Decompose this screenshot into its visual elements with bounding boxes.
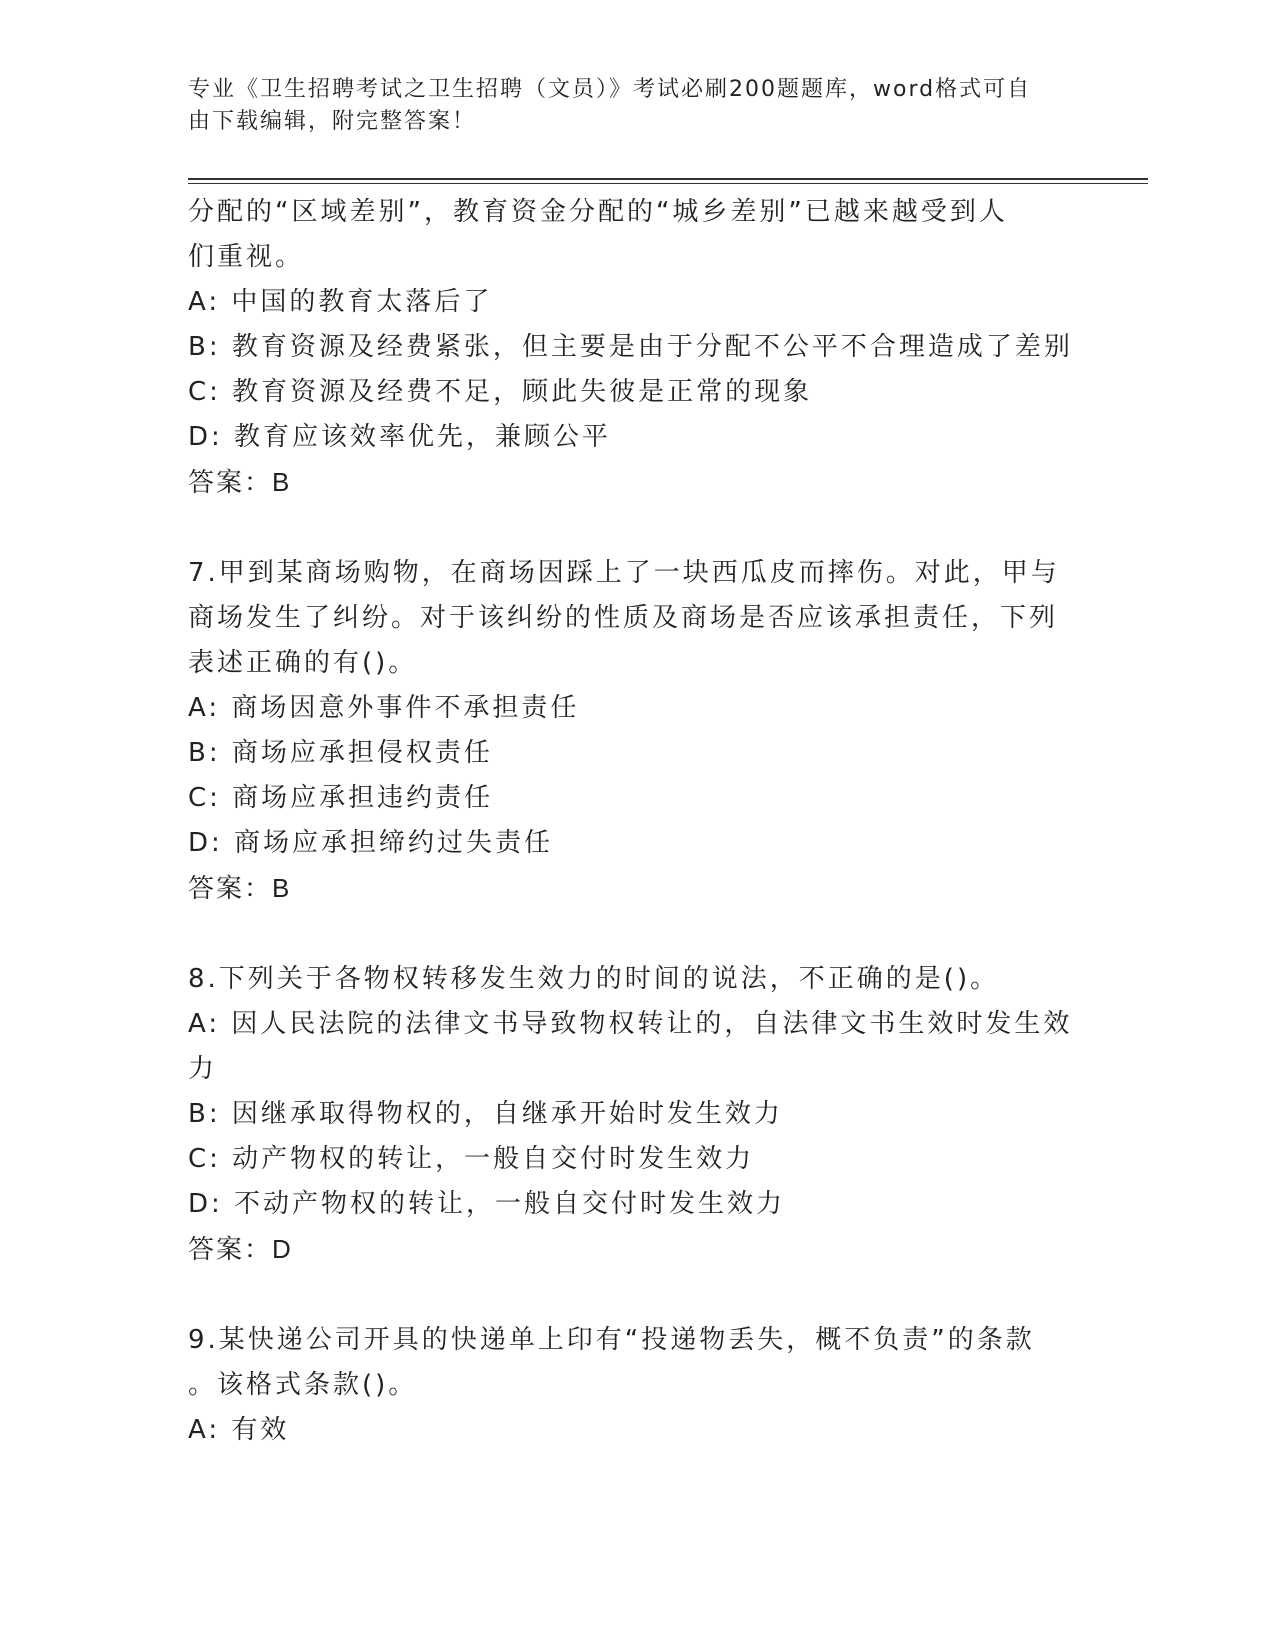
option-c: C: 教育资源及经费不足，顾此失彼是正常的现象 xyxy=(188,377,813,407)
option-a: A: 中国的教育太落后了 xyxy=(188,287,493,317)
question-text-line: 们重视。 xyxy=(188,242,305,272)
question-text-line: 。该格式条款()。 xyxy=(188,1370,418,1400)
question-text-line: 9.某快递公司开具的快递单上印有“投递物丢失，概不负责”的条款 xyxy=(188,1325,1035,1355)
question-text-line: 8.下列关于各物权转移发生效力的时间的说法，不正确的是()。 xyxy=(188,964,1000,994)
option-d: D: 商场应承担缔约过失责任 xyxy=(188,828,554,858)
question-8 xyxy=(188,957,1073,1272)
option-b: B: 因继承取得物权的，自继承开始时发生效力 xyxy=(188,1099,783,1129)
header-line-2: 由下载编辑，附完整答案！ xyxy=(188,109,477,134)
question-text-line: 7.甲到某商场购物，在商场因踩上了一块西瓜皮而摔伤。对此，甲与 xyxy=(188,558,1060,588)
option-d: D: 教育应该效率优先，兼顾公平 xyxy=(188,422,612,452)
question-continuation xyxy=(188,190,1073,505)
question-text-line: 表述正确的有()。 xyxy=(188,648,418,678)
option-b: B: 商场应承担侵权责任 xyxy=(188,738,493,768)
header-line-1: 专业《卫生招聘考试之卫生招聘（文员）》考试必刷200题题库，word格式可自 xyxy=(188,77,1032,102)
question-text-line: 分配的“区域差别”，教育资金分配的“城乡差别”已越来越受到人 xyxy=(188,197,1008,227)
option-c: C: 动产物权的转让，一般自交付时发生效力 xyxy=(188,1144,755,1174)
option-a-continued: 力 xyxy=(188,1054,218,1084)
option-b: B: 教育资源及经费紧张，但主要是由于分配不公平不合理造成了差别 xyxy=(188,332,1073,362)
option-a: A: 有效 xyxy=(188,1415,290,1445)
question-text-line: 商场发生了纠纷。对于该纠纷的性质及商场是否应该承担责任，下列 xyxy=(188,603,1059,633)
answer-line: 答案：B xyxy=(188,467,292,497)
option-a: A: 商场因意外事件不承担责任 xyxy=(188,693,580,723)
option-d: D: 不动产物权的转让，一般自交付时发生效力 xyxy=(188,1189,786,1219)
question-content xyxy=(188,190,1073,1453)
document-header xyxy=(188,74,1058,138)
header-divider xyxy=(188,178,1148,180)
option-a: A: 因人民法院的法律文书导致物权转让的，自法律文书生效时发生效 xyxy=(188,1009,1073,1039)
header-divider-thin xyxy=(188,183,1148,184)
question-9 xyxy=(188,1318,1068,1453)
answer-line: 答案：B xyxy=(188,873,292,903)
question-7 xyxy=(188,551,1068,911)
answer-line: 答案：D xyxy=(188,1234,293,1264)
option-c: C: 商场应承担违约责任 xyxy=(188,783,494,813)
